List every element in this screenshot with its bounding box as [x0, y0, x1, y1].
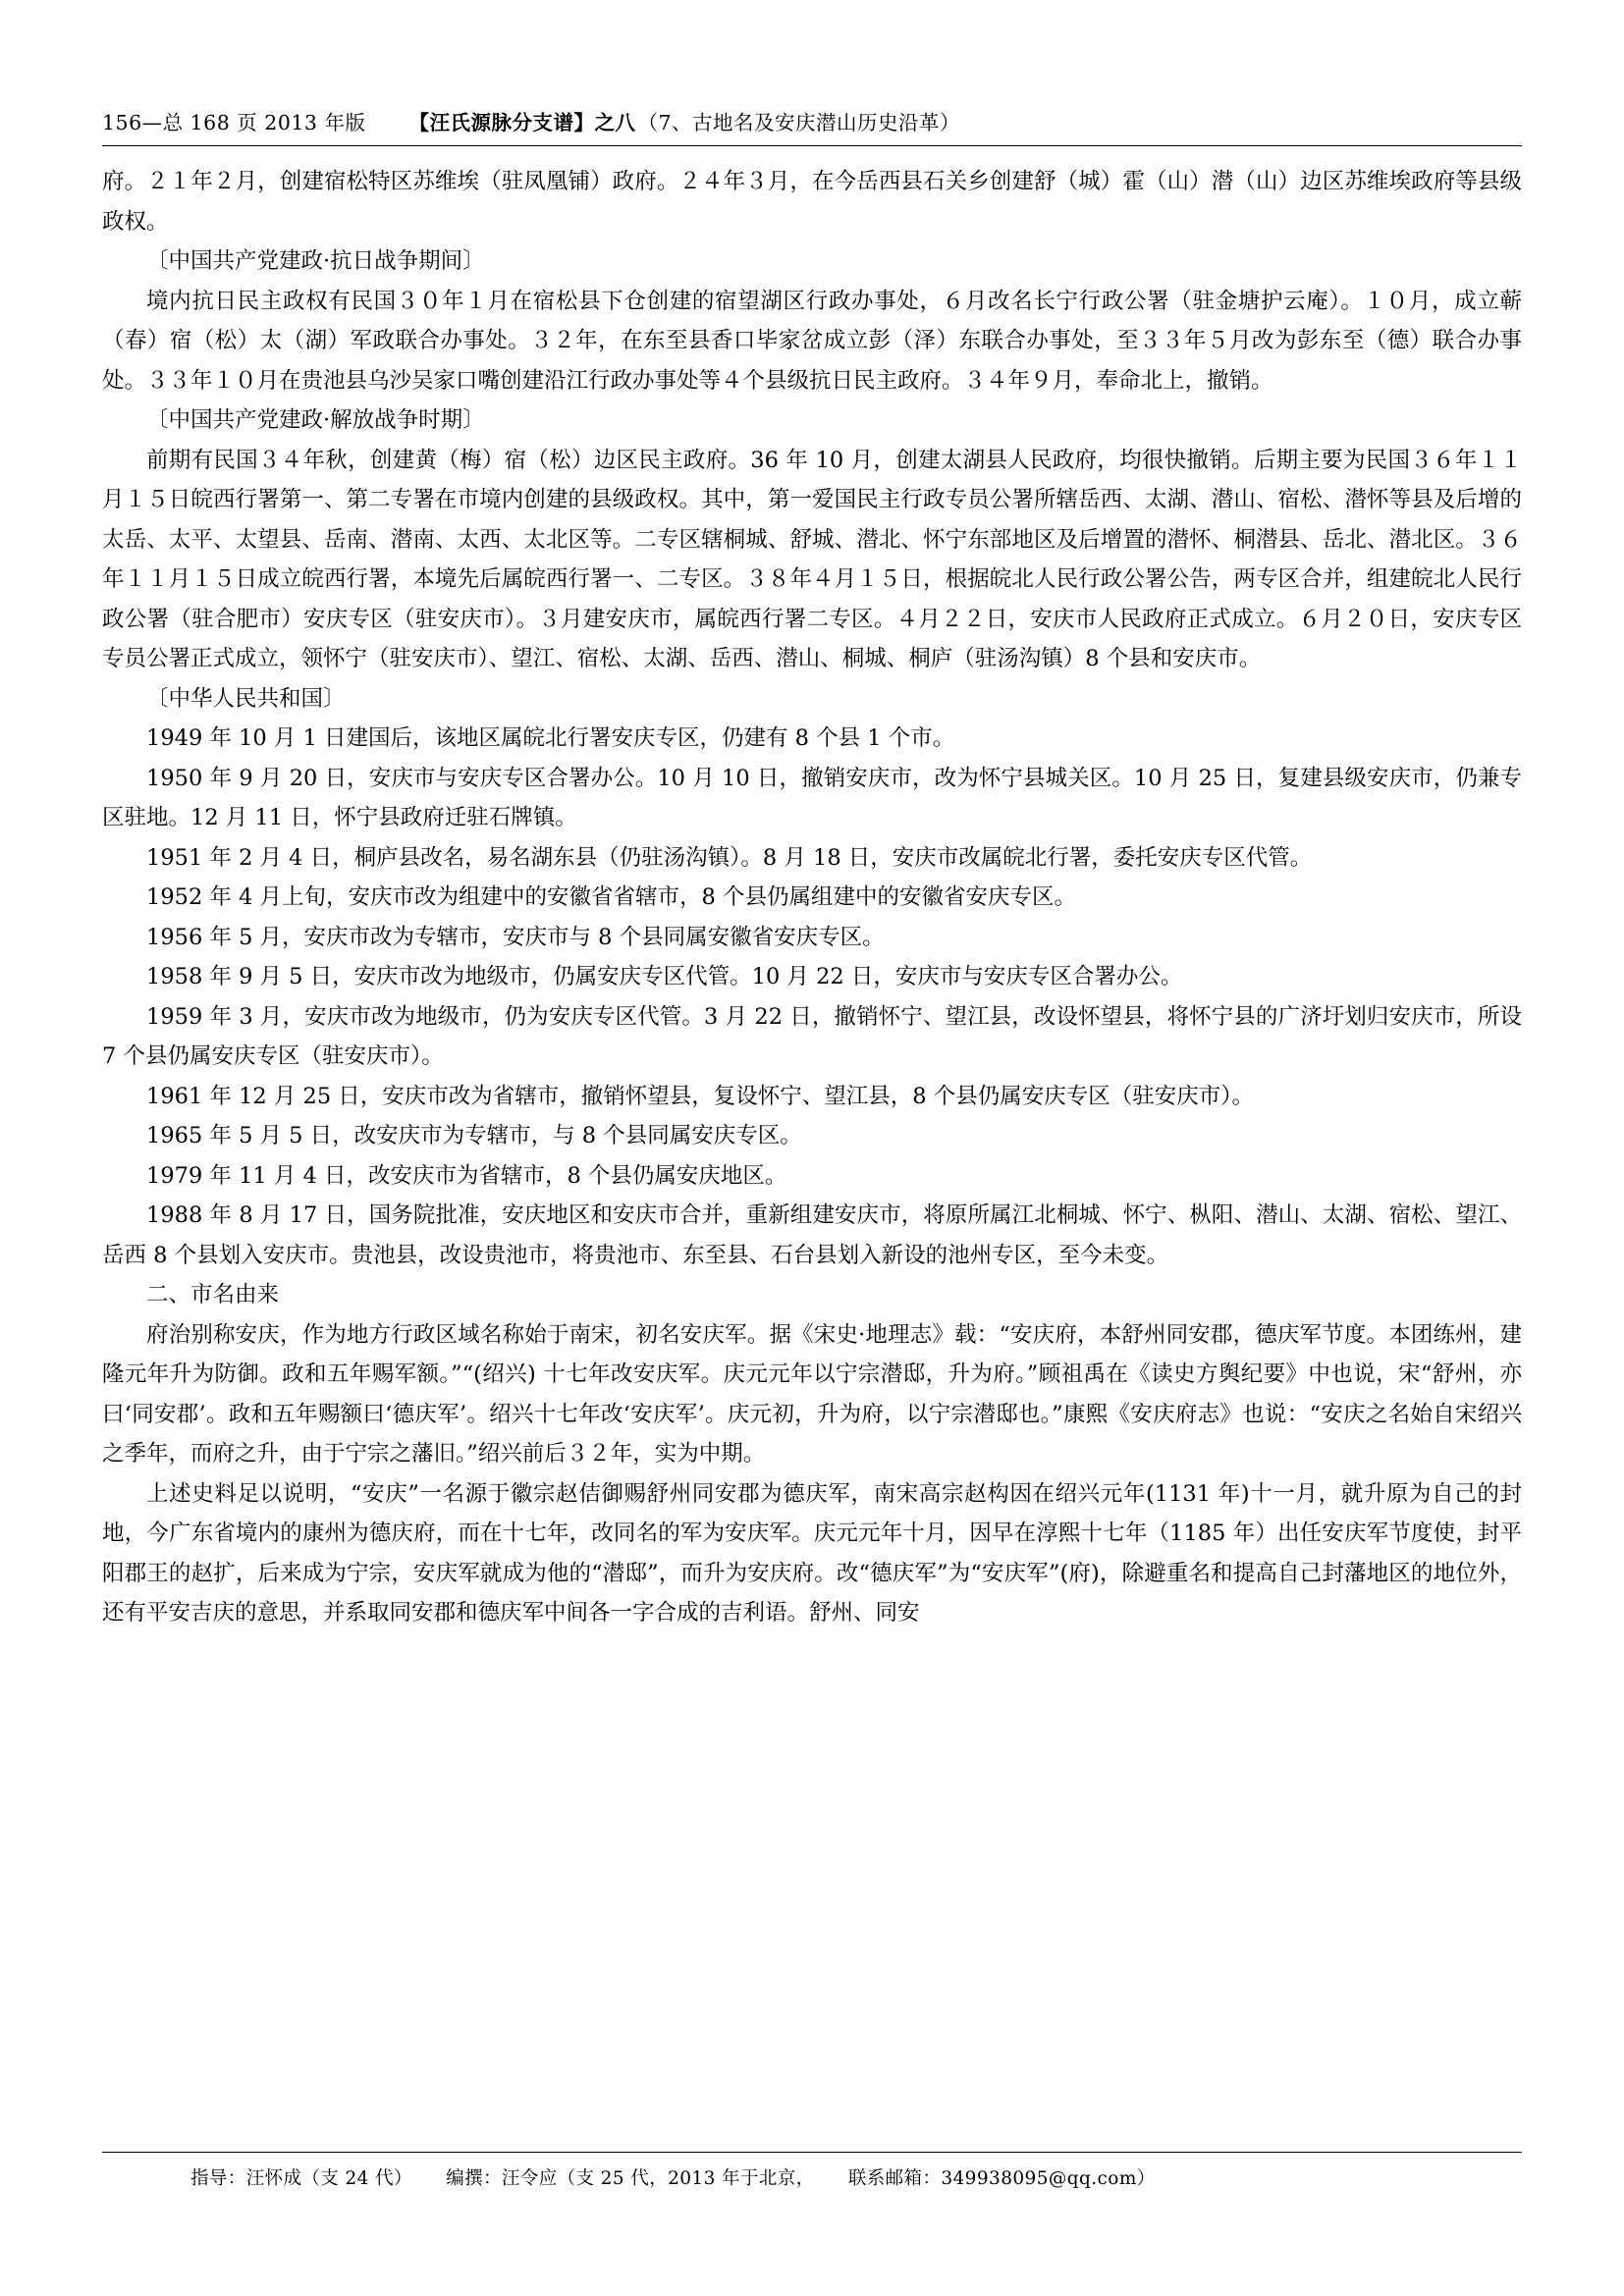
paragraph: 上述史料足以说明，“安庆”一名源于徽宗赵佶御赐舒州同安郡为德庆军，南宋高宗赵构因在绍兴元年(1131 年)十一月，就升原为自己的封地，今广东省境内的康州为德庆府，而在十七年，改同名的军为安庆军。庆元元年十月，因早在淳熙十七年（1185 年）出任安庆军节度使，封平阳郡王的赵扩，后来成为宁宗，安庆军就成为他的“潜邸”，而升为安庆府。改“德庆军”为“安庆军”(府)，除避重名和提高自己封藩地区的地位外，还有平安吉庆的意思，并系取同安郡和德庆军中间各一字合成的吉利语。舒州、同安 [102, 1480, 1522, 1626]
paragraph: 〔中国共产党建政·解放战争时期〕 [146, 407, 485, 433]
body-text [102, 162, 1522, 1633]
header-book-title: 【汪氏源脉分支谱】之八 [408, 111, 636, 134]
paragraph: 1952 年 4 月上旬，安庆市改为组建中的安徽省省辖市，8 个县仍属组建中的安徽省安庆专区。 [146, 884, 1077, 910]
paragraph: 1959 年 3 月，安庆市改为地级市，仍为安庆专区代管。3 月 22 日，撤销怀宁、望江县，改设怀望县，将怀宁县的广济圩划归安庆市，所设 7 个县仍属安庆专区（驻安庆市）。 [102, 1003, 1522, 1069]
paragraph: 1988 年 8 月 17 日，国务院批准，安庆地区和安庆市合并，重新组建安庆市，将原所属江北桐城、怀宁、枞阳、潜山、太湖、宿松、望江、岳西 8 个县划入安庆市。贵池县，改设贵池市，将贵池市、东至县、石台县划入新设的池州专区，至今未变。 [102, 1202, 1522, 1268]
paragraph: 〔中国共产党建政·抗日战争期间〕 [146, 248, 485, 274]
paragraph: 府。２１年２月，创建宿松特区苏维埃（驻凤凰铺）政府。２４年３月，在今岳西县石关乡创建舒（城）霍（山）潜（山）边区苏维埃政府等县级政权。 [102, 169, 1522, 235]
page-body [102, 106, 1522, 1633]
paragraph: 〔中华人民共和国〕 [146, 685, 346, 712]
paragraph: 1965 年 5 月 5 日，改安庆市为专辖市，与 8 个县同属安庆专区。 [146, 1123, 802, 1148]
page-footer [102, 2152, 1522, 2190]
page-header [102, 106, 1522, 145]
header-chapter-title: （7、古地名及安庆潜山历史沿革） [637, 111, 961, 134]
paragraph: 1979 年 11 月 4 日，改安庆市为省辖市，8 个县仍属安庆地区。 [146, 1162, 787, 1189]
paragraph: 境内抗日民主政权有民国３０年１月在宿松县下仓创建的宿望湖区行政办事处，６月改名长宁行政公署（驻金塘护云庵）。１０月，成立蕲（春）宿（松）太（湖）军政联合办事处。３２年，在东至县香口毕家岔成立彭（泽）东联合办事处，至３３年５月改为彭东至（德）联合办事处。３３年１０月在贵池县乌沙吴家口嘴创建沿江行政办事处等４个县级抗日民主政府。３４年９月，奉命北上，撤销。 [102, 288, 1522, 394]
paragraph: 前期有民国３４年秋，创建黄（梅）宿（松）边区民主政府。36 年 10 月，创建太湖县人民政府，均很快撤销。后期主要为民国３６年１１月１５日皖西行署第一、第二专署在市境内创建的县级政权。其中，第一爱国民主行政专员公署所辖岳西、太湖、潜山、宿松、潜怀等县及后增的太岳、太平、太望县、岳南、潜南、太西、太北区等。二专区辖桐城、舒城、潜北、怀宁东部地区及后增置的潜怀、桐潜县、岳北、潜北区。３６年１１月１５日成立皖西行署，本境先后属皖西行署一、二专区。３８年４月１５日，根据皖北人民行政公署公告，两专区合并，组建皖北人民行政公署（驻合肥市）安庆专区（驻安庆市）。３月建安庆市，属皖西行署二专区。４月２２日，安庆市人民政府正式成立。６月２０日，安庆专区专员公署正式成立，领怀宁（驻安庆市）、望江、宿松、太湖、岳西、潜山、桐城、桐庐（驻汤沟镇）8 个县和安庆市。 [102, 447, 1522, 671]
paragraph: 1950 年 9 月 20 日，安庆市与安庆专区合署办公。10 月 10 日，撤销安庆市，改为怀宁县城关区。10 月 25 日，复建县级安庆市，仍兼专区驻地。12 月 11 日，怀宁县政府迁驻石牌镇。 [102, 765, 1522, 830]
paragraph: 府治别称安庆，作为地方行政区域名称始于南宋，初名安庆军。据《宋史·地理志》载：“安庆府，本舒州同安郡，德庆军节度。本团练州，建隆元年升为防御。政和五年赐军额。”“(绍兴) 十七年改安庆军。庆元元年以宁宗潜邸，升为府。”顾祖禹在《读史方舆纪要》中也说，宋“舒州，亦曰‘同安郡’。政和五年赐额曰‘德庆军’。绍兴十七年改‘安庆军’。庆元初，升为府，以宁宗潜邸也。”康熙《安庆府志》也说：“安庆之名始自宋绍兴之季年，而府之升，由于宁宗之藩旧。”绍兴前后３２年，实为中期。 [102, 1321, 1522, 1467]
section-heading: 二、市名由来 [146, 1282, 280, 1308]
header-divider [102, 145, 1522, 146]
footer-editor: 编撰：汪令应（支 25 代，2013 年于北京， [446, 2168, 815, 2189]
paragraph: 1961 年 12 月 25 日，安庆市改为省辖市，撤销怀望县，复设怀宁、望江县，8 个县仍属安庆专区（驻安庆市）。 [146, 1083, 1255, 1109]
paragraph: 1956 年 5 月，安庆市改为专辖市，安庆市与 8 个县同属安徽省安庆专区。 [146, 924, 885, 950]
footer-credits [102, 2153, 1522, 2190]
footer-contact: 联系邮箱：349938095@qq.com） [847, 2168, 1156, 2189]
paragraph: 1951 年 2 月 4 日，桐庐县改名，易名湖东县（仍驻汤沟镇）。8 月 18 日，安庆市改属皖北行署，委托安庆专区代管。 [146, 844, 1313, 871]
footer-advisor: 指导：汪怀成（支 24 代） [190, 2168, 412, 2189]
header-page-number: 156—总 168 页 2013 年版 [102, 111, 366, 134]
paragraph: 1958 年 9 月 5 日，安庆市改为地级市，仍属安庆专区代管。10 月 22 日，安庆市与安庆专区合署办公。 [146, 964, 1183, 989]
paragraph: 1949 年 10 月 1 日建国后，该地区属皖北行署安庆专区，仍建有 8 个县 1 个市。 [146, 725, 955, 751]
